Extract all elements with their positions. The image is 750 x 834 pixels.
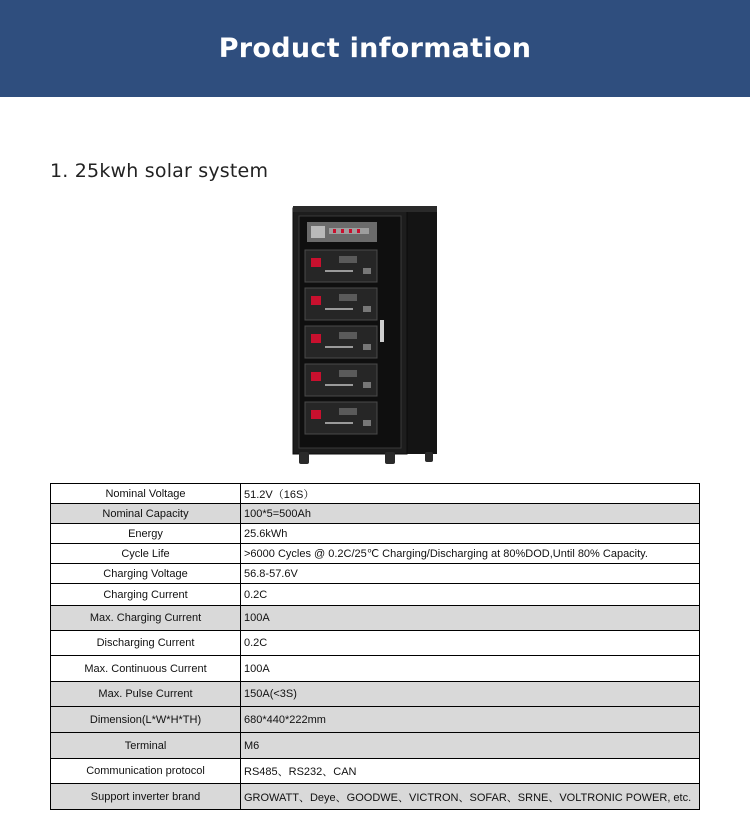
spec-table [50, 483, 700, 810]
table-row [51, 524, 700, 544]
spec-label: Support inverter brand [51, 784, 241, 810]
spec-label: Discharging Current [51, 631, 241, 656]
spec-value: 100*5=500Ah [241, 504, 700, 524]
spec-value: 0.2C [241, 584, 700, 606]
spec-label: Charging Voltage [51, 564, 241, 584]
wheel [425, 452, 433, 462]
battery-module [305, 402, 377, 434]
battery-module [305, 288, 377, 320]
spec-value: GROWATT、Deye、GOODWE、VICTRON、SOFAR、SRNE、VOLTRONIC POWER, etc. [241, 784, 700, 810]
table-row [51, 484, 700, 504]
spec-label: Cycle Life [51, 544, 241, 564]
wheel [385, 452, 395, 464]
table-row [51, 564, 700, 584]
table-row [51, 606, 700, 631]
battery-module [305, 326, 377, 358]
table-row [51, 584, 700, 606]
table-row [51, 544, 700, 564]
spec-value: 0.2C [241, 631, 700, 656]
spec-value: 150A(<3S) [241, 682, 700, 707]
table-row [51, 656, 700, 682]
spec-value: 680*440*222mm [241, 707, 700, 733]
battery-cabinet-icon [285, 202, 445, 468]
spec-label: Terminal [51, 733, 241, 759]
spec-label: Energy [51, 524, 241, 544]
table-row [51, 504, 700, 524]
table-row [51, 631, 700, 656]
battery-module [305, 250, 377, 282]
table-row [51, 733, 700, 759]
table-row [51, 707, 700, 733]
spec-label: Communication protocol [51, 759, 241, 784]
spec-value: 100A [241, 656, 700, 682]
table-row [51, 759, 700, 784]
spec-label: Dimension(L*W*H*TH) [51, 707, 241, 733]
spec-label: Max. Pulse Current [51, 682, 241, 707]
spec-value: 100A [241, 606, 700, 631]
battery-module [305, 364, 377, 396]
page-title: Product information [218, 33, 532, 64]
spec-label: Charging Current [51, 584, 241, 606]
section-title: 1. 25kwh solar system [50, 160, 269, 182]
spec-label: Nominal Capacity [51, 504, 241, 524]
spec-value: RS485、RS232、CAN [241, 759, 700, 784]
spec-label: Max. Continuous Current [51, 656, 241, 682]
spec-value: M6 [241, 733, 700, 759]
header-banner [0, 0, 750, 97]
spec-value: 51.2V（16S） [241, 484, 700, 504]
wheel [299, 452, 309, 464]
spec-label: Nominal Voltage [51, 484, 241, 504]
door-handle [380, 320, 384, 342]
spec-value: >6000 Cycles @ 0.2C/25℃ Charging/Discharging at 80%DOD,Until 80% Capacity. [241, 544, 700, 564]
spec-value: 56.8-57.6V [241, 564, 700, 584]
cabinet-side [403, 210, 437, 454]
spec-label: Max. Charging Current [51, 606, 241, 631]
cabinet-top [293, 206, 437, 212]
table-row [51, 682, 700, 707]
table-row [51, 784, 700, 810]
spec-value: 25.6kWh [241, 524, 700, 544]
